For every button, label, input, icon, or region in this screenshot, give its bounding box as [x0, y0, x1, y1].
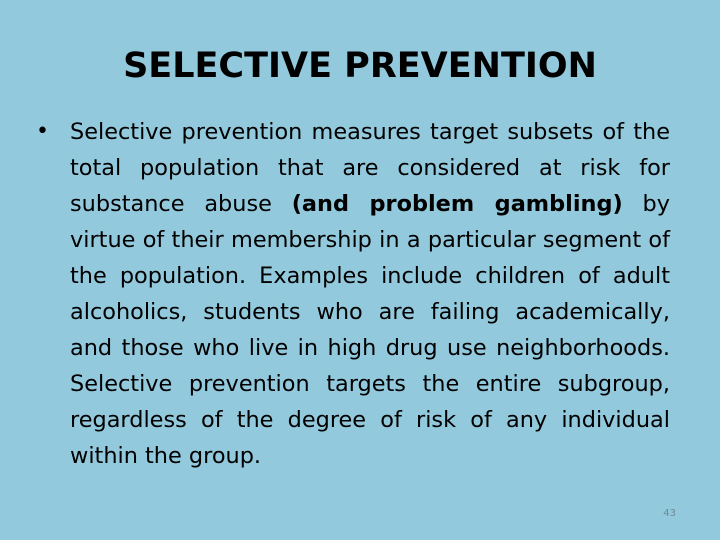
bullet-text-bold: (and problem gambling) [291, 191, 623, 217]
slide-number: 43 [663, 508, 676, 519]
bullet-text-end: by virtue of their membership in a particular segment of the population. Examples include children of adult alcoholics, students who are failing academically, and those who live in high drug use neighborhoods. Selective prevention targets the entire subgroup, regardless of the degree of risk of any individual within the group. [70, 191, 670, 469]
bullet-item [36, 114, 670, 474]
bullet-text-start: Selective prevention measures target subsets of the total population that are considered at risk for substance abuse [70, 119, 670, 217]
slide-title: SELECTIVE PREVENTION [123, 46, 597, 86]
slide-body [36, 114, 670, 474]
bullet-icon: • [36, 119, 49, 144]
bullet-paragraph [70, 114, 670, 474]
